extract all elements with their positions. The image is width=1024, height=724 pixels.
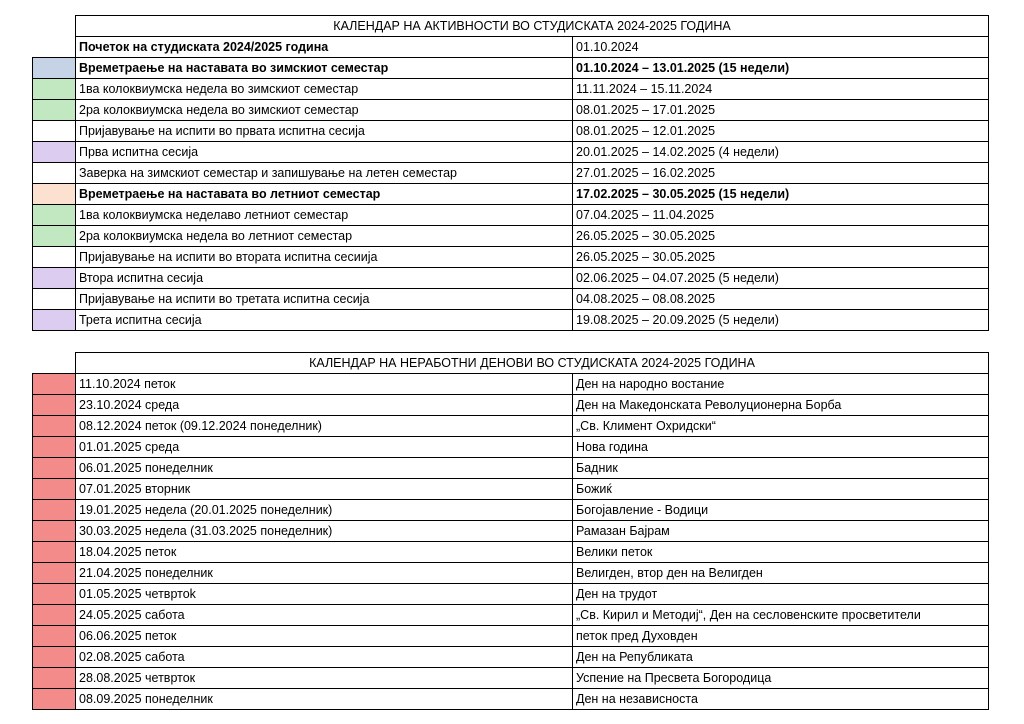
activity-date-range: 04.08.2025 – 08.08.2025 (573, 289, 989, 310)
activity-label: 2ра колоквиумска недела во зимскиот семестар (76, 100, 573, 121)
activity-label: Пријавување на испити во третата испитна сесија (76, 289, 573, 310)
holiday-color-swatch (33, 416, 76, 437)
holiday-name: Ден на трудот (573, 584, 989, 605)
holiday-date: 24.05.2025 сабота (76, 605, 573, 626)
holiday-row (33, 605, 989, 626)
activity-label: 2ра колоквиумска недела во летниот семестар (76, 226, 573, 247)
activity-row (33, 79, 989, 100)
activity-date-range: 19.08.2025 – 20.09.2025 (5 недели) (573, 310, 989, 331)
activity-label: Времетраење на наставата во летниот семестар (76, 184, 573, 205)
activity-color-swatch (33, 184, 76, 205)
holiday-date: 19.01.2025 недела (20.01.2025 понеделник) (76, 500, 573, 521)
activity-color-swatch (33, 268, 76, 289)
activity-row (33, 268, 989, 289)
activity-date-range: 26.05.2025 – 30.05.2025 (573, 226, 989, 247)
activity-row (33, 121, 989, 142)
activities-calendar-table (32, 15, 989, 331)
activity-color-swatch (33, 100, 76, 121)
activity-label: 1ва колоквиумска недела во зимскиот семестар (76, 79, 573, 100)
holiday-color-swatch (33, 374, 76, 395)
activities-title: КАЛЕНДАР НА АКТИВНОСТИ ВО СТУДИСКАТА 2024-2025 ГОДИНА (76, 16, 989, 37)
holiday-name: Успение на Пресвета Богородица (573, 668, 989, 689)
holiday-date: 21.04.2025 понеделник (76, 563, 573, 584)
holiday-row (33, 416, 989, 437)
holiday-color-swatch (33, 437, 76, 458)
holiday-name: Ден на Републиката (573, 647, 989, 668)
holiday-date: 01.01.2025 среда (76, 437, 573, 458)
holiday-row (33, 500, 989, 521)
holiday-name: Нова година (573, 437, 989, 458)
holiday-name: Богојавление - Водици (573, 500, 989, 521)
holiday-name: Велигден, втор ден на Велигден (573, 563, 989, 584)
holiday-row (33, 563, 989, 584)
holiday-color-swatch (33, 542, 76, 563)
activity-row (33, 100, 989, 121)
activity-date-range: 20.01.2025 – 14.02.2025 (4 недели) (573, 142, 989, 163)
activity-color-swatch (33, 247, 76, 268)
holiday-name: петок пред Духовден (573, 626, 989, 647)
holiday-color-swatch (33, 668, 76, 689)
holiday-date: 08.09.2025 понеделник (76, 689, 573, 710)
activity-label: Пријавување на испити во првата испитна сесија (76, 121, 573, 142)
holiday-color-swatch (33, 500, 76, 521)
holiday-name: Рамазан Бајрам (573, 521, 989, 542)
holiday-name: Ден на Македонската Револуционерна Борба (573, 395, 989, 416)
holiday-color-swatch (33, 605, 76, 626)
activity-color-swatch (33, 58, 76, 79)
activity-date-range: 11.11.2024 – 15.11.2024 (573, 79, 989, 100)
activity-color-swatch (33, 226, 76, 247)
activity-date-range: 08.01.2025 – 12.01.2025 (573, 121, 989, 142)
activity-date-range: 26.05.2025 – 30.05.2025 (573, 247, 989, 268)
holiday-row (33, 395, 989, 416)
activity-row (33, 247, 989, 268)
holiday-row (33, 374, 989, 395)
activity-row (33, 58, 989, 79)
activity-row (33, 226, 989, 247)
activity-row (33, 142, 989, 163)
holidays-title: КАЛЕНДАР НА НЕРАБОТНИ ДЕНОВИ ВО СТУДИСКАТА 2024-2025 ГОДИНА (76, 353, 989, 374)
activity-label: Прва испитна сесија (76, 142, 573, 163)
holiday-row (33, 437, 989, 458)
activities-title-row (33, 16, 989, 37)
activity-row (33, 37, 989, 58)
activity-date-range: 17.02.2025 – 30.05.2025 (15 недели) (573, 184, 989, 205)
activity-date-range: 08.01.2025 – 17.01.2025 (573, 100, 989, 121)
holiday-name: Велики петок (573, 542, 989, 563)
activity-date-range: 27.01.2025 – 16.02.2025 (573, 163, 989, 184)
holiday-color-swatch (33, 458, 76, 479)
activity-color-swatch (33, 79, 76, 100)
activity-color-swatch (33, 310, 76, 331)
activity-label: 1ва колоквиумска неделаво летниот семестар (76, 205, 573, 226)
holiday-name: „Св. Климент Охридски“ (573, 416, 989, 437)
activity-color-swatch (33, 142, 76, 163)
holiday-row (33, 542, 989, 563)
holiday-color-swatch (33, 689, 76, 710)
holiday-color-swatch (33, 395, 76, 416)
activity-date-range: 07.04.2025 – 11.04.2025 (573, 205, 989, 226)
activity-row (33, 205, 989, 226)
holiday-color-swatch (33, 584, 76, 605)
holiday-color-swatch (33, 626, 76, 647)
holiday-date: 01.05.2025 четвртоk (76, 584, 573, 605)
holiday-row (33, 668, 989, 689)
holiday-row (33, 584, 989, 605)
activity-date-range: 01.10.2024 (573, 37, 989, 58)
holiday-date: 18.04.2025 петок (76, 542, 573, 563)
activity-row (33, 163, 989, 184)
activity-row (33, 289, 989, 310)
holiday-name: Бадник (573, 458, 989, 479)
activity-label: Заверка на зимскиот семестар и запишување на летен семестар (76, 163, 573, 184)
holiday-row (33, 626, 989, 647)
holiday-row (33, 479, 989, 500)
holidays-calendar-table (32, 352, 989, 710)
activity-row (33, 310, 989, 331)
activity-color-swatch (33, 289, 76, 310)
holiday-date: 06.01.2025 понеделник (76, 458, 573, 479)
holiday-name: Ден на независноста (573, 689, 989, 710)
holiday-date: 08.12.2024 петок (09.12.2024 понеделник) (76, 416, 573, 437)
activity-row (33, 184, 989, 205)
activity-color-swatch (33, 205, 76, 226)
holiday-date: 23.10.2024 среда (76, 395, 573, 416)
holiday-row (33, 689, 989, 710)
activity-color-swatch (33, 121, 76, 142)
holiday-row (33, 521, 989, 542)
holiday-row (33, 647, 989, 668)
holiday-date: 11.10.2024 петок (76, 374, 573, 395)
activity-date-range: 02.06.2025 – 04.07.2025 (5 недели) (573, 268, 989, 289)
holiday-row (33, 458, 989, 479)
holiday-color-swatch (33, 479, 76, 500)
holiday-date: 30.03.2025 недела (31.03.2025 понеделник) (76, 521, 573, 542)
activity-color-swatch (33, 163, 76, 184)
holiday-date: 07.01.2025 вторник (76, 479, 573, 500)
holiday-name: Ден на народно востание (573, 374, 989, 395)
activity-label: Втора испитна сесија (76, 268, 573, 289)
holiday-color-swatch (33, 521, 76, 542)
activity-date-range: 01.10.2024 – 13.01.2025 (15 недели) (573, 58, 989, 79)
activity-label: Трета испитна сесија (76, 310, 573, 331)
holiday-date: 06.06.2025 петок (76, 626, 573, 647)
holiday-name: „Св. Кирил и Методиј“, Ден на сесловенските просветители (573, 605, 989, 626)
holiday-color-swatch (33, 647, 76, 668)
activity-label: Почеток на студиската 2024/2025 година (76, 37, 573, 58)
holidays-title-row (33, 353, 989, 374)
holiday-date: 28.08.2025 четврток (76, 668, 573, 689)
holiday-name: Божиќ (573, 479, 989, 500)
activity-label: Времетраење на наставата во зимскиот семестар (76, 58, 573, 79)
holiday-date: 02.08.2025 сабота (76, 647, 573, 668)
activity-color-swatch (33, 37, 76, 58)
holiday-color-swatch (33, 563, 76, 584)
activity-label: Пријавување на испити во втората испитна сесиија (76, 247, 573, 268)
